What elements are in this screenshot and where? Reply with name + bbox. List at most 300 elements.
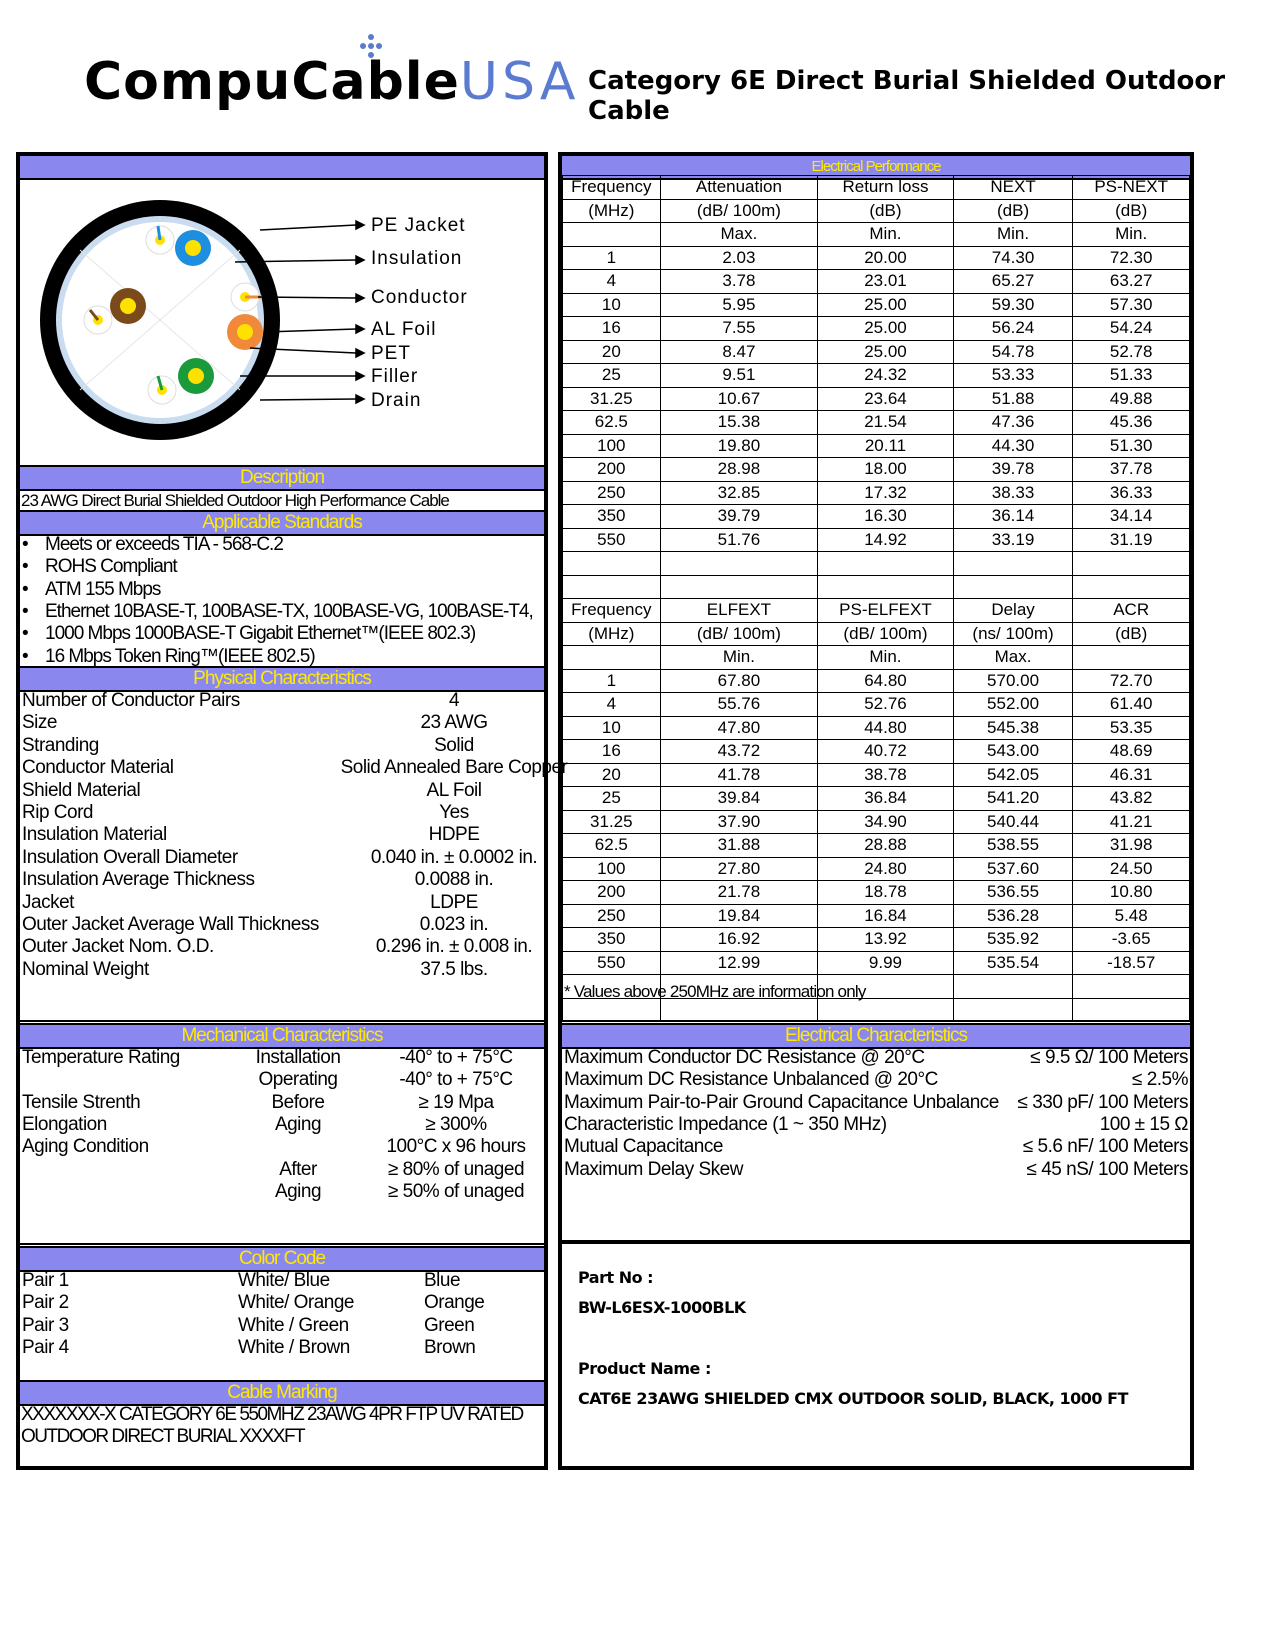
color-code-pair: Pair 4 [22, 1336, 69, 1358]
header-cell: Frequency [563, 176, 661, 200]
table-cell: 537.60 [953, 857, 1073, 881]
table-cell: 38.78 [818, 763, 954, 787]
mechanical-condition: After [279, 1158, 317, 1180]
table-cell: 28.98 [660, 458, 818, 482]
table-row [563, 364, 1190, 388]
divider [20, 1020, 544, 1022]
table-cell: 32.85 [660, 481, 818, 505]
header-cell: PS-NEXT [1073, 176, 1190, 200]
standards-item: Meets or exceeds TIA - 568-C.2 [45, 534, 283, 555]
table-cell: 100 [563, 857, 661, 881]
header-cell: Min. [660, 646, 818, 670]
header-cell: Min. [818, 646, 954, 670]
mechanical-value: 100°C x 96 hours [386, 1136, 526, 1158]
table-cell: 20.00 [818, 246, 954, 270]
table-row [563, 481, 1190, 505]
table-cell: 25.00 [818, 293, 954, 317]
table-cell: 541.20 [953, 787, 1073, 811]
standards-header: Applicable Standards [20, 510, 544, 536]
table-cell: 14.92 [818, 528, 954, 552]
table-cell: 16 [563, 317, 661, 341]
table-row [563, 881, 1190, 905]
header-cell: Delay [953, 599, 1073, 623]
mechanical-label: Temperature Rating [22, 1047, 180, 1068]
table-cell: 18.78 [818, 881, 954, 905]
color-code-color: Blue [424, 1270, 461, 1291]
table-cell: 1 [563, 669, 661, 693]
table-row [563, 646, 1190, 670]
table-cell: 25.00 [818, 317, 954, 341]
mechanical-condition: Installation [255, 1047, 341, 1068]
table-row [563, 693, 1190, 717]
table-cell [563, 575, 661, 599]
electrical-char-value: ≤ 9.5 Ω/ 100 Meters [1030, 1047, 1188, 1068]
table-cell: 40.72 [818, 740, 954, 764]
table-cell: 250 [563, 481, 661, 505]
description-text: 23 AWG Direct Burial Shielded Outdoor High Performance Cable [21, 491, 449, 510]
table-cell: 24.50 [1073, 857, 1190, 881]
table-cell: 27.80 [660, 857, 818, 881]
mechanical-value: ≥ 19 Mpa [418, 1091, 494, 1113]
physical-value: Solid [434, 734, 474, 756]
table-cell: 39.84 [660, 787, 818, 811]
table-cell [953, 552, 1073, 576]
standards-item: 1000 Mbps 1000BASE-T Gigabit Ethernet™(IEEE 802.3) [45, 623, 476, 645]
table-cell: 72.70 [1073, 669, 1190, 693]
mechanical-value: -40° to + 75°C [399, 1069, 513, 1091]
table-cell: 31.25 [563, 387, 661, 411]
table-cell: 31.88 [660, 834, 818, 858]
part-no-label: Part No : [578, 1268, 654, 1287]
table-cell [1073, 575, 1190, 599]
table-cell: 74.30 [953, 246, 1073, 270]
table-cell: 25 [563, 364, 661, 388]
table-cell: 48.69 [1073, 740, 1190, 764]
table-cell: 36.33 [1073, 481, 1190, 505]
mechanical-condition: Aging [274, 1180, 322, 1202]
color-code-wire: White/ Orange [238, 1292, 354, 1314]
standards-bullet: • [22, 623, 29, 645]
header-cell: ACR [1073, 599, 1190, 623]
divider [20, 1243, 544, 1245]
table-cell: -3.65 [1073, 928, 1190, 952]
table-cell: 65.27 [953, 270, 1073, 294]
physical-label: Nominal Weight [22, 958, 149, 980]
color-code-pair: Pair 2 [22, 1292, 69, 1314]
mechanical-header: Mechanical Characteristics [20, 1023, 544, 1049]
part-no-value: BW-L6ESX-1000BLK [578, 1298, 746, 1317]
header-cell [563, 223, 661, 247]
physical-label: Jacket [22, 891, 74, 913]
electrical-char-value: ≤ 45 nS/ 100 Meters [1026, 1158, 1188, 1180]
header-cell: (MHz) [563, 622, 661, 646]
table-cell: 550 [563, 951, 661, 975]
product-name-label: Product Name : [578, 1359, 711, 1378]
table-cell: 64.80 [818, 669, 954, 693]
diagram-label: Drain [371, 390, 422, 411]
header-cell [563, 646, 661, 670]
table-cell: 56.24 [953, 317, 1073, 341]
table-cell: 28.88 [818, 834, 954, 858]
table-cell: 39.79 [660, 505, 818, 529]
physical-label: Stranding [22, 734, 99, 756]
header-cell: (dB) [953, 199, 1073, 223]
header-cell: Min. [1073, 223, 1190, 247]
header-cell: Attenuation [660, 176, 818, 200]
physical-value: 0.023 in. [419, 914, 489, 935]
table-cell: 34.90 [818, 810, 954, 834]
table-cell: 38.33 [953, 481, 1073, 505]
header-cell: Max. [660, 223, 818, 247]
table-cell: 17.32 [818, 481, 954, 505]
color-code-color: Green [424, 1314, 475, 1336]
header-cell: Max. [953, 646, 1073, 670]
standards-item: ATM 155 Mbps [45, 578, 161, 600]
table-cell: 16 [563, 740, 661, 764]
table-cell: 25.00 [818, 340, 954, 364]
table-cell: 24.32 [818, 364, 954, 388]
standards-bullet: • [22, 556, 29, 578]
diagram-label: PET [371, 343, 411, 364]
table-row [563, 505, 1190, 529]
table-cell: 44.30 [953, 434, 1073, 458]
table-cell: 552.00 [953, 693, 1073, 717]
table-row [563, 669, 1190, 693]
table-cell: 31.19 [1073, 528, 1190, 552]
table-row [563, 293, 1190, 317]
table-cell [1073, 552, 1190, 576]
header-cell: Min. [953, 223, 1073, 247]
table-row [563, 834, 1190, 858]
table-cell [953, 575, 1073, 599]
table-cell: 23.64 [818, 387, 954, 411]
table-cell: 52.78 [1073, 340, 1190, 364]
table-cell: 31.25 [563, 810, 661, 834]
table-cell: 53.35 [1073, 716, 1190, 740]
mechanical-condition: Before [271, 1091, 325, 1113]
physical-label: Rip Cord [22, 802, 93, 823]
table-cell: 34.14 [1073, 505, 1190, 529]
color-code-header: Color Code [20, 1246, 544, 1272]
physical-value: 0.0088 in. [414, 869, 494, 891]
mechanical-value: ≥ 300% [425, 1113, 487, 1135]
table-cell [660, 575, 818, 599]
header-cell: ELFEXT [660, 599, 818, 623]
table-row [563, 951, 1190, 975]
standards-item: 16 Mbps Token Ring™(IEEE 802.5) [45, 645, 315, 667]
mechanical-value: ≥ 80% of unaged [387, 1158, 525, 1180]
table-cell: 37.90 [660, 810, 818, 834]
table-cell: 23.01 [818, 270, 954, 294]
electrical-char-value: ≤ 5.6 nF/ 100 Meters [1022, 1136, 1188, 1158]
physical-label: Insulation Average Thickness [22, 869, 255, 891]
mechanical-label: Elongation [22, 1113, 107, 1135]
table-row [563, 857, 1190, 881]
footnote: * Values above 250MHz are information only [564, 982, 866, 1001]
table-cell [818, 575, 954, 599]
table-cell: 350 [563, 505, 661, 529]
table-row [563, 246, 1190, 270]
table-cell: 200 [563, 881, 661, 905]
table-cell [1073, 998, 1190, 1022]
table-cell: 16.92 [660, 928, 818, 952]
table-row [563, 270, 1190, 294]
electrical-performance-table [562, 175, 1190, 1022]
mechanical-value: -40° to + 75°C [399, 1047, 513, 1068]
electrical-char-label: Mutual Capacitance [564, 1136, 723, 1158]
left-top-bar [20, 154, 544, 180]
header-cell: PS-ELFEXT [818, 599, 954, 623]
physical-value: 0.296 in. ± 0.008 in. [375, 936, 533, 958]
physical-value: 37.5 lbs. [420, 958, 488, 980]
table-cell: 59.30 [953, 293, 1073, 317]
table-row [563, 528, 1190, 552]
cable-marking-line-2: OUTDOOR DIRECT BURIAL XXXXFT [21, 1426, 305, 1447]
electrical-characteristics-header: Electrical Characteristics [562, 1023, 1190, 1049]
table-cell: 250 [563, 904, 661, 928]
table-row [563, 622, 1190, 646]
table-row [563, 599, 1190, 623]
table-cell: 538.55 [953, 834, 1073, 858]
table-cell: 54.24 [1073, 317, 1190, 341]
table-cell: 543.00 [953, 740, 1073, 764]
table-row [563, 340, 1190, 364]
table-cell: 21.54 [818, 411, 954, 435]
physical-value: 23 AWG [420, 712, 488, 734]
table-cell: 43.82 [1073, 787, 1190, 811]
physical-value: AL Foil [426, 779, 482, 801]
table-row [563, 763, 1190, 787]
standards-item: ROHS Compliant [45, 556, 177, 578]
table-cell: 16.84 [818, 904, 954, 928]
table-cell: 550 [563, 528, 661, 552]
table-cell: -18.57 [1073, 951, 1190, 975]
physical-label: Outer Jacket Nom. O.D. [22, 936, 214, 958]
table-cell: 100 [563, 434, 661, 458]
header-cell: (dB) [1073, 622, 1190, 646]
table-cell: 12.99 [660, 951, 818, 975]
table-cell: 350 [563, 928, 661, 952]
table-cell: 3.78 [660, 270, 818, 294]
table-row [563, 176, 1190, 200]
header-cell: (ns/ 100m) [953, 622, 1073, 646]
table-cell: 43.72 [660, 740, 818, 764]
table-cell: 19.80 [660, 434, 818, 458]
table-cell: 535.54 [953, 951, 1073, 975]
table-cell: 540.44 [953, 810, 1073, 834]
table-cell: 5.95 [660, 293, 818, 317]
physical-value: Yes [439, 802, 469, 823]
electrical-char-label: Maximum Delay Skew [564, 1158, 743, 1180]
cable-marking-line-1: XXXXXXX-X CATEGORY 6E 550MHZ 23AWG 4PR FTP UV RATED [21, 1404, 523, 1425]
table-cell: 10 [563, 716, 661, 740]
physical-value: 4 [448, 690, 460, 711]
table-cell: 20 [563, 763, 661, 787]
table-cell: 19.84 [660, 904, 818, 928]
header-cell: (MHz) [563, 199, 661, 223]
electrical-char-value: ≤ 330 pF/ 100 Meters [1017, 1091, 1188, 1113]
table-cell: 62.5 [563, 834, 661, 858]
product-name-value: CAT6E 23AWG SHIELDED CMX OUTDOOR SOLID, BLACK, 1000 FT [578, 1389, 1128, 1408]
color-code-color: Orange [424, 1292, 485, 1314]
table-cell: 16.30 [818, 505, 954, 529]
table-cell: 8.47 [660, 340, 818, 364]
standards-bullet: • [22, 600, 29, 622]
table-cell: 31.98 [1073, 834, 1190, 858]
table-cell: 13.92 [818, 928, 954, 952]
header-cell: (dB/ 100m) [818, 622, 954, 646]
physical-label: Insulation Overall Diameter [22, 846, 238, 868]
table-cell: 2.03 [660, 246, 818, 270]
table-cell: 62.5 [563, 411, 661, 435]
diagram-label: PE Jacket [371, 215, 466, 236]
table-row [563, 787, 1190, 811]
header-cell: (dB/ 100m) [660, 199, 818, 223]
header-cell [1073, 646, 1190, 670]
table-cell: 55.76 [660, 693, 818, 717]
physical-label: Outer Jacket Average Wall Thickness [22, 914, 319, 935]
header-cell: (dB/ 100m) [660, 622, 818, 646]
description-header: Description [20, 465, 544, 491]
table-cell: 20.11 [818, 434, 954, 458]
table-row [563, 387, 1190, 411]
table-cell: 41.78 [660, 763, 818, 787]
table-cell: 535.92 [953, 928, 1073, 952]
table-cell: 57.30 [1073, 293, 1190, 317]
mechanical-condition: Operating [258, 1069, 338, 1091]
table-cell: 10.67 [660, 387, 818, 411]
mechanical-condition: Aging [274, 1113, 322, 1135]
divider [562, 1020, 1190, 1022]
table-row [563, 552, 1190, 576]
table-cell: 49.88 [1073, 387, 1190, 411]
table-row [563, 199, 1190, 223]
table-cell: 536.28 [953, 904, 1073, 928]
table-cell: 10 [563, 293, 661, 317]
header-cell: Frequency [563, 599, 661, 623]
table-row [563, 928, 1190, 952]
standards-bullet: • [22, 645, 29, 667]
standards-item: Ethernet 10BASE-T, 100BASE-TX, 100BASE-VG, 100BASE-T4, [45, 600, 533, 622]
table-cell: 15.38 [660, 411, 818, 435]
table-cell: 51.30 [1073, 434, 1190, 458]
table-cell: 21.78 [660, 881, 818, 905]
diagram-label: Conductor [371, 287, 468, 308]
physical-label: Shield Material [22, 779, 141, 801]
table-row [563, 317, 1190, 341]
table-cell: 545.38 [953, 716, 1073, 740]
table-cell: 9.51 [660, 364, 818, 388]
diagram-label: Filler [371, 366, 419, 387]
table-cell: 54.78 [953, 340, 1073, 364]
table-row [563, 740, 1190, 764]
table-cell: 46.31 [1073, 763, 1190, 787]
physical-label: Conductor Material [22, 757, 174, 779]
physical-label: Size [22, 712, 57, 734]
physical-value: HDPE [428, 824, 480, 846]
header-cell: NEXT [953, 176, 1073, 200]
electrical-performance-header: Electrical Performance [562, 154, 1190, 180]
header-cell: (dB) [818, 199, 954, 223]
electrical-char-label: Maximum Conductor DC Resistance @ 20°C [564, 1047, 925, 1068]
table-cell: 37.78 [1073, 458, 1190, 482]
table-cell: 20 [563, 340, 661, 364]
table-cell: 24.80 [818, 857, 954, 881]
table-cell: 51.88 [953, 387, 1073, 411]
mechanical-value: ≥ 50% of unaged [387, 1180, 525, 1202]
table-row [563, 434, 1190, 458]
physical-label: Number of Conductor Pairs [22, 690, 240, 711]
table-cell: 41.21 [1073, 810, 1190, 834]
table-row [563, 810, 1190, 834]
table-cell: 1 [563, 246, 661, 270]
diagram-label: Insulation [371, 248, 463, 269]
table-cell [660, 552, 818, 576]
cable-marking-header: Cable Marking [20, 1380, 544, 1406]
color-code-wire: White/ Blue [238, 1270, 330, 1291]
color-code-wire: White / Green [238, 1314, 349, 1336]
physical-label: Insulation Material [22, 824, 167, 846]
table-row [563, 575, 1190, 599]
table-cell: 47.80 [660, 716, 818, 740]
table-cell: 51.33 [1073, 364, 1190, 388]
table-cell: 4 [563, 693, 661, 717]
table-cell: 52.76 [818, 693, 954, 717]
table-cell [818, 552, 954, 576]
table-cell: 4 [563, 270, 661, 294]
electrical-char-label: Maximum DC Resistance Unbalanced @ 20°C [564, 1069, 938, 1091]
header-cell: Min. [818, 223, 954, 247]
table-cell: 44.80 [818, 716, 954, 740]
mechanical-label: Aging Condition [22, 1136, 149, 1158]
table-cell: 36.84 [818, 787, 954, 811]
mechanical-label: Tensile Strenth [22, 1091, 141, 1113]
standards-bullet: • [22, 534, 29, 555]
table-cell: 67.80 [660, 669, 818, 693]
electrical-char-label: Maximum Pair-to-Pair Ground Capacitance Unbalance [564, 1091, 999, 1113]
table-cell: 200 [563, 458, 661, 482]
table-row [563, 411, 1190, 435]
electrical-char-value: 100 ± 15 Ω [1099, 1113, 1188, 1135]
table-cell [563, 552, 661, 576]
table-row [563, 716, 1190, 740]
table-cell: 33.19 [953, 528, 1073, 552]
electrical-char-label: Characteristic Impedance (1 ~ 350 MHz) [564, 1113, 887, 1135]
color-code-pair: Pair 3 [22, 1314, 69, 1336]
table-cell: 570.00 [953, 669, 1073, 693]
table-cell [953, 998, 1073, 1022]
document-title: Category 6E Direct Burial Shielded Outdoor Cable [588, 66, 1226, 126]
table-cell: 61.40 [1073, 693, 1190, 717]
table-cell: 7.55 [660, 317, 818, 341]
table-cell: 39.78 [953, 458, 1073, 482]
diagram-label: AL Foil [371, 319, 437, 340]
table-cell: 45.36 [1073, 411, 1190, 435]
table-cell: 36.14 [953, 505, 1073, 529]
table-cell: 536.55 [953, 881, 1073, 905]
table-cell: 18.00 [818, 458, 954, 482]
electrical-char-value: ≤ 2.5% [1131, 1069, 1188, 1091]
table-cell: 51.76 [660, 528, 818, 552]
table-cell: 47.36 [953, 411, 1073, 435]
color-code-wire: White / Brown [238, 1336, 350, 1358]
table-cell: 5.48 [1073, 904, 1190, 928]
table-cell: 63.27 [1073, 270, 1190, 294]
standards-bullet: • [22, 578, 29, 600]
divider [562, 1240, 1190, 1244]
header-cell: (dB) [1073, 199, 1190, 223]
physical-value: LDPE [430, 891, 478, 913]
